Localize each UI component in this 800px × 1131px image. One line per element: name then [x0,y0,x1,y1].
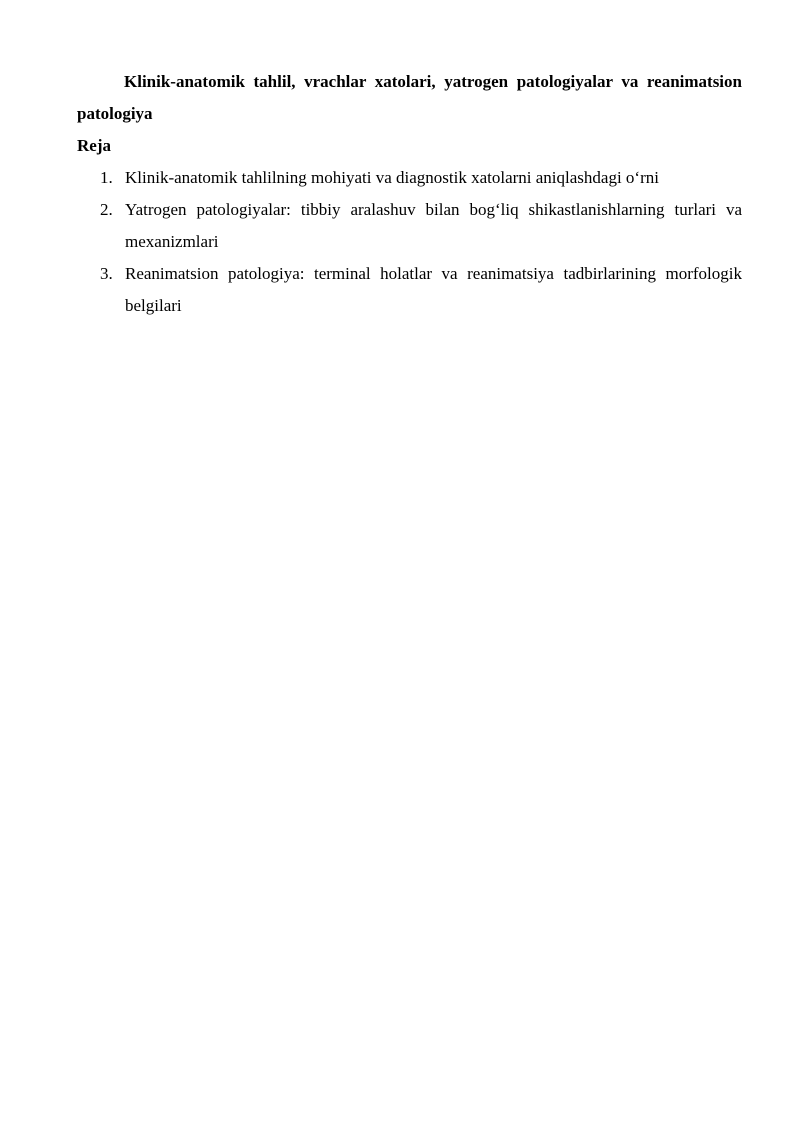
plan-item-text: Yatrogen patologiyalar: tibbiy aralashuv bilan bog‘liq shikastlanishlarning turlari va mexanizmlari [125,200,742,251]
plan-item-number: 1. [100,168,113,187]
plan-heading: Reja [77,136,111,155]
plan-list [77,162,742,322]
plan-item-text: Klinik-anatomik tahlilning mohiyati va diagnostik xatolarni aniqlashdagi o‘rni [125,168,659,187]
plan-item-number: 2. [100,200,113,219]
plan-item-number: 3. [100,264,113,283]
plan-item-2 [77,194,742,258]
plan-item-3 [77,258,742,322]
plan-item-1 [77,162,742,194]
document-title: Klinik-anatomik tahlil, vrachlar xatolari, yatrogen patologiyalar va reanimatsion patologiya [77,72,742,123]
document-page [77,66,742,322]
plan-item-text: Reanimatsion patologiya: terminal holatlar va reanimatsiya tadbirlarining morfologik belgilari [125,264,742,315]
